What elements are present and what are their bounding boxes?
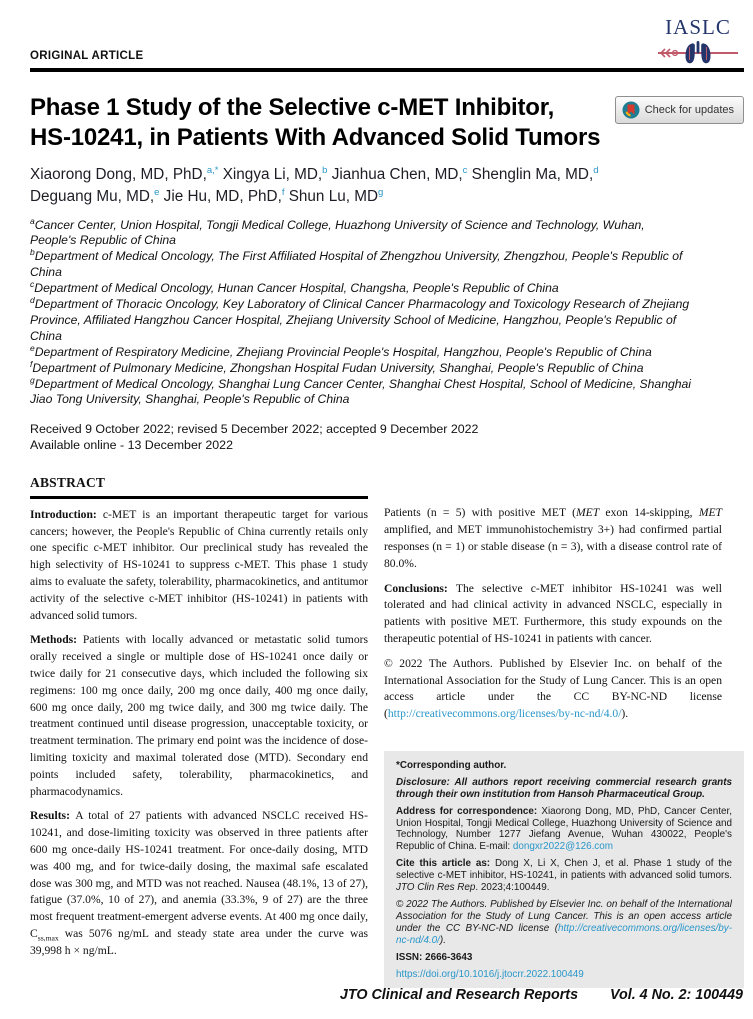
title-line-1: Phase 1 Study of the Selective c-MET Inhibitor, [30,93,555,121]
text-segment: Conclusions: [384,581,456,595]
crossmark-icon [622,101,640,119]
abstract-paragraph-introduction [30,507,368,625]
abstract-heading: ABSTRACT [30,475,106,491]
text-segment: ss,max [37,933,59,943]
affiliation-line [30,249,694,281]
text-segment: Results: [30,809,76,823]
abstract-paragraph-patients [384,505,744,572]
text-segment: Department of Pulmonary Medicine, Zhongshan Hospital Fudan University, Shanghai, People's Republic of China [32,360,644,375]
text-segment: Patients with locally advanced or metastatic solid tumors orally received a single or multiple dose of HS-10241 once daily or twice daily for 21 consecutive days, which included the following six regimens: 100 mg once daily, 200 mg once daily, 400 mg once daily, 600 mg once daily, 200 mg twice daily, and 300 mg twice daily. The treatment continued until disease progression, unacceptable toxicity, or treatment termination. The primary end point was the incidence of dose-limiting toxicity and maximal tolerated dose (MTD). Secondary end points included safety, tolerability, pharmacokinetics, and pharmacodynamics. [30,633,368,798]
text-segment: Department of Medical Oncology, The First Affiliated Hospital of Zhengzhou University, Zhengzhou, People's Republic of China [30,249,683,280]
affiliation-line [30,358,694,377]
text-segment: d [593,164,599,176]
header-rule [30,68,744,72]
text-segment: MET [575,506,600,520]
text-segment: Department of Medical Oncology, Shanghai Lung Cancer Center, Shanghai Chest Hospital, School of Medicine, Shanghai Jiao Tong University, Shanghai, People's Republic of China [30,376,692,407]
affiliation-line [30,294,694,345]
text-segment: JTO Clin Res Rep [396,882,476,894]
text-segment: Deguang Mu, MD, [30,188,155,205]
affiliation-line [30,342,694,361]
text-segment: f [281,186,285,198]
abstract-paragraph-results [30,808,368,959]
text-segment: ). [621,707,629,721]
footnote-doi [396,969,732,981]
footer-issue: Vol. 4 No. 2: 100449 [610,987,743,1003]
affiliation-line [30,215,694,250]
text-segment: Patients (n = 5) with positive MET ( [384,506,576,520]
affiliation-line [30,374,694,409]
text-segment: Address for correspondence: [396,805,542,817]
text-segment: Methods: [30,633,83,647]
affiliations [30,215,694,409]
abstract-right-column [384,475,744,988]
text-segment: *Corresponding author. [396,759,507,771]
text-segment: c [30,279,35,290]
text-segment: Xingya Li, MD, [218,165,323,183]
text-segment: . 2023;4:100449. [475,882,550,894]
footnote-citation [396,858,732,894]
text-segment: g [30,374,35,385]
link[interactable]: http://creativecommons.org/licenses/by-nc-nd/4.0/ [396,922,732,946]
link[interactable]: http://creativecommons.org/licenses/by-nc-nd/4.0/ [387,707,622,721]
footnote-disclosure [396,777,732,801]
abstract-section [30,475,744,988]
text-segment: © 2022 The Authors. Published by Elsevier Inc. on behalf of the International Association for the Study of Lung Cancer. This is an open access article under the CC BY-NC-ND license ( [384,656,722,721]
text-segment: c [462,164,468,176]
text-segment: e [30,342,35,353]
text-segment: Cite this article as: [396,858,495,870]
text-segment: Xiaorong Dong, MD, PhD, [30,165,207,183]
text-segment: The selective c-MET inhibitor HS-10241 was well tolerated and had clinical activity in advanced NSCLC, especially in patients with positive MET. Furthermore, this study expounds on the therapeutic potential of HS-10241 in patients with cancer. [384,581,722,645]
abstract-left-column [30,475,368,988]
abstract-paragraph-copyright [384,656,744,723]
text-segment: d [30,294,35,305]
text-segment: b [30,247,35,258]
iaslc-logo [654,17,742,66]
affiliation-line [30,281,694,297]
footnote-box [384,751,744,989]
text-segment: Department of Medical Oncology, Hunan Cancer Hospital, Changsha, People's Republic of China [34,281,559,296]
author-line [30,164,744,187]
iaslc-lungs-icon [658,40,738,66]
abstract-paragraph-conclusions [384,581,744,648]
article-title [30,93,600,153]
received-dates: Received 9 October 2022; revised 5 December 2022; accepted 9 December 2022 [30,422,479,437]
check-for-updates-button[interactable] [615,96,744,124]
text-segment: ISSN: 2666-3643 [396,951,473,963]
title-line-2: HS-10241, in Patients With Advanced Solid Tumors [30,123,601,151]
text-segment: exon 14-skipping, [599,506,699,520]
available-online: Available online - 13 December 2022 [30,438,233,453]
text-segment: Jianhua Chen, MD, [327,165,463,183]
text-segment: a [30,215,35,226]
abstract-rule [30,496,368,499]
text-segment: was 5076 ng/mL and steady state area under the curve was 39,998 h × ng/mL. [30,927,368,957]
text-segment: A total of 27 patients with advanced NSCLC received HS-10241, and dose-limiting toxicity was observed in three patients after 600 mg once-daily HS-10241 treatment. For once-daily dosing, MTD was 400 mg, and for twice-daily dosing, the maximal safe escalated dose was 300 mg, and MTD was not reached. Nausea (48.1%, 13 of 27), fatigue (37.0%, 10 of 27), and anemia (33.3%, 9 of 27) are the three most frequent treatment-emergent adverse events. At 400 mg once daily, C [30,809,368,940]
page-header [30,10,744,66]
text-segment: Jie Hu, MD, PhD, [159,188,282,205]
text-segment: Dong X, Li X, Chen J, et al. Phase 1 study of the selective c-MET inhibitor, HS-10241, in patients with advanced solid tumors. [396,858,733,882]
text-segment: Introduction: [30,507,103,521]
link[interactable]: dongxr2022@126.com [512,841,613,853]
author-list [30,164,744,209]
abstract-paragraph-methods [30,632,368,800]
text-segment: Shenglin Ma, MD, [467,165,594,183]
link[interactable]: https://doi.org/10.1016/j.jtocrr.2022.100449 [396,968,584,980]
footnote-corresponding-author [396,760,732,772]
text-segment: Department of Respiratory Medicine, Zhejiang Provincial People's Hospital, Hangzhou, People's Republic of China [34,344,652,359]
text-segment: Department of Thoracic Oncology, Key Laboratory of Clinical Cancer Pharmacology and Toxicology Research of Zhejiang Province, Affiliated Hangzhou Cancer Hospital, Zhejiang University School of Medicine, Hangzhou, People's Republic of China [30,297,690,343]
text-segment: Shun Lu, MD [284,188,378,205]
text-segment: amplified, and MET immunohistochemistry 3+) had confirmed partial responses (n = 1) or stable disease (n = 3), with a disease control rate of 80.0%. [384,523,722,570]
footnote-address [396,806,732,854]
text-segment: ). [439,934,446,946]
footnote-issn [396,952,732,964]
text-segment: a,* [206,164,219,176]
text-segment: f [30,358,33,369]
article-dates [30,421,744,453]
text-segment: MET [698,506,722,520]
text-segment: Xiaorong Dong, MD, PhD, Cancer Center, Union Hospital, Tongji Medical College, Huazhong University of Science and Technology, Number 1277 Jiefang Avenue, Wuhan 430022, People's Republic of China. E-mail: [396,805,733,853]
text-segment: b [322,164,328,176]
text-segment: c-MET is an important therapeutic target for various cancers; however, the People's Republic of China currently retails only one specific c-MET inhibitor. Our preclinical study has revealed the high selectivity of HS-10241 to suppress c-MET. This phase 1 study aims to evaluate the safety, tolerability, pharmacokinetics, and antitumor activity of the selective c-MET inhibitor (HS-10241) in patients with advanced solid tumors. [30,507,368,622]
text-segment: e [154,186,160,198]
footer-journal: JTO Clinical and Research Reports [339,987,579,1003]
article-type-label: ORIGINAL ARTICLE [30,50,144,62]
check-for-updates-label: Check for updates [644,103,734,116]
author-line [30,186,744,209]
text-segment: Cancer Center, Union Hospital, Tongji Medical College, Huazhong University of Science and Technology, Wuhan, People's Republic of China [30,217,645,248]
iaslc-logo-text: IASLC [665,15,731,39]
text-segment: Disclosure: All authors report receiving commercial research grants through their own institution from Hansoh Pharmaceutical Group. [396,776,732,800]
footnote-copyright [396,899,732,947]
page-footer [340,987,743,1003]
text-segment: © 2022 The Authors. Published by Elsevier Inc. on behalf of the International Association for the Study of Lung Cancer. This is an open access article under the CC BY-NC-ND license ( [396,899,732,934]
text-segment: g [378,186,384,198]
